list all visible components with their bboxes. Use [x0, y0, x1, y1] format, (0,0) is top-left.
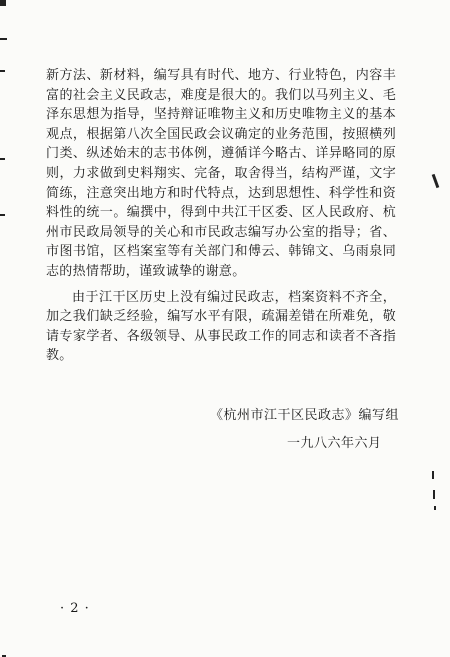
- scan-speck: [0, 70, 5, 72]
- scan-speck: [434, 506, 436, 510]
- body-text: [46, 66, 396, 366]
- scan-speck: [432, 174, 440, 188]
- scan-speck: [0, 158, 5, 160]
- scan-speck: [0, 0, 6, 6]
- signature: 《杭州市江干区民政志》编写组: [210, 408, 400, 423]
- page-number: · 2 ·: [60, 601, 90, 616]
- scan-speck: [433, 490, 435, 499]
- paragraph-continued: 新方法、新材料，编写具有时代、地方、行业特色，内容丰富的社会主义民政志，难度是很大的。我们以马列主义、毛泽东思想为指导，坚持辩证唯物主义和历史唯物主义的基本观点，根据第八次全国民政会议确定的业务范围，按照横列门类、纵述始末的志书体例，遵循详今略古、详异略同的原则，力求做到史料翔实、完备，取舍得当，结构严谨，文字简练，注意突出地方和时代特点，达到思想性、科学性和资料性的统一。编撰中，得到中共江干区委、区人民政府、杭州市民政局领导的关心和市民政志编写办公室的指导；省、市图书馆，区档案室等有关部门和傅云、韩锦文、乌雨泉同志的热情帮助，谨致诚挚的谢意。: [46, 68, 396, 279]
- scan-speck: [0, 38, 7, 40]
- scan-speck: [432, 471, 434, 479]
- date: 一九八六年六月: [287, 436, 382, 451]
- paragraph: 由于江干区历史上没有编过民政志，档案资料不齐全，加之我们缺乏经验，编写水平有限，疏漏差错在所难免，敬请专家学者、各级领导、从事民政工作的同志和读者不吝指教。: [46, 289, 396, 364]
- scan-speck: [0, 214, 5, 216]
